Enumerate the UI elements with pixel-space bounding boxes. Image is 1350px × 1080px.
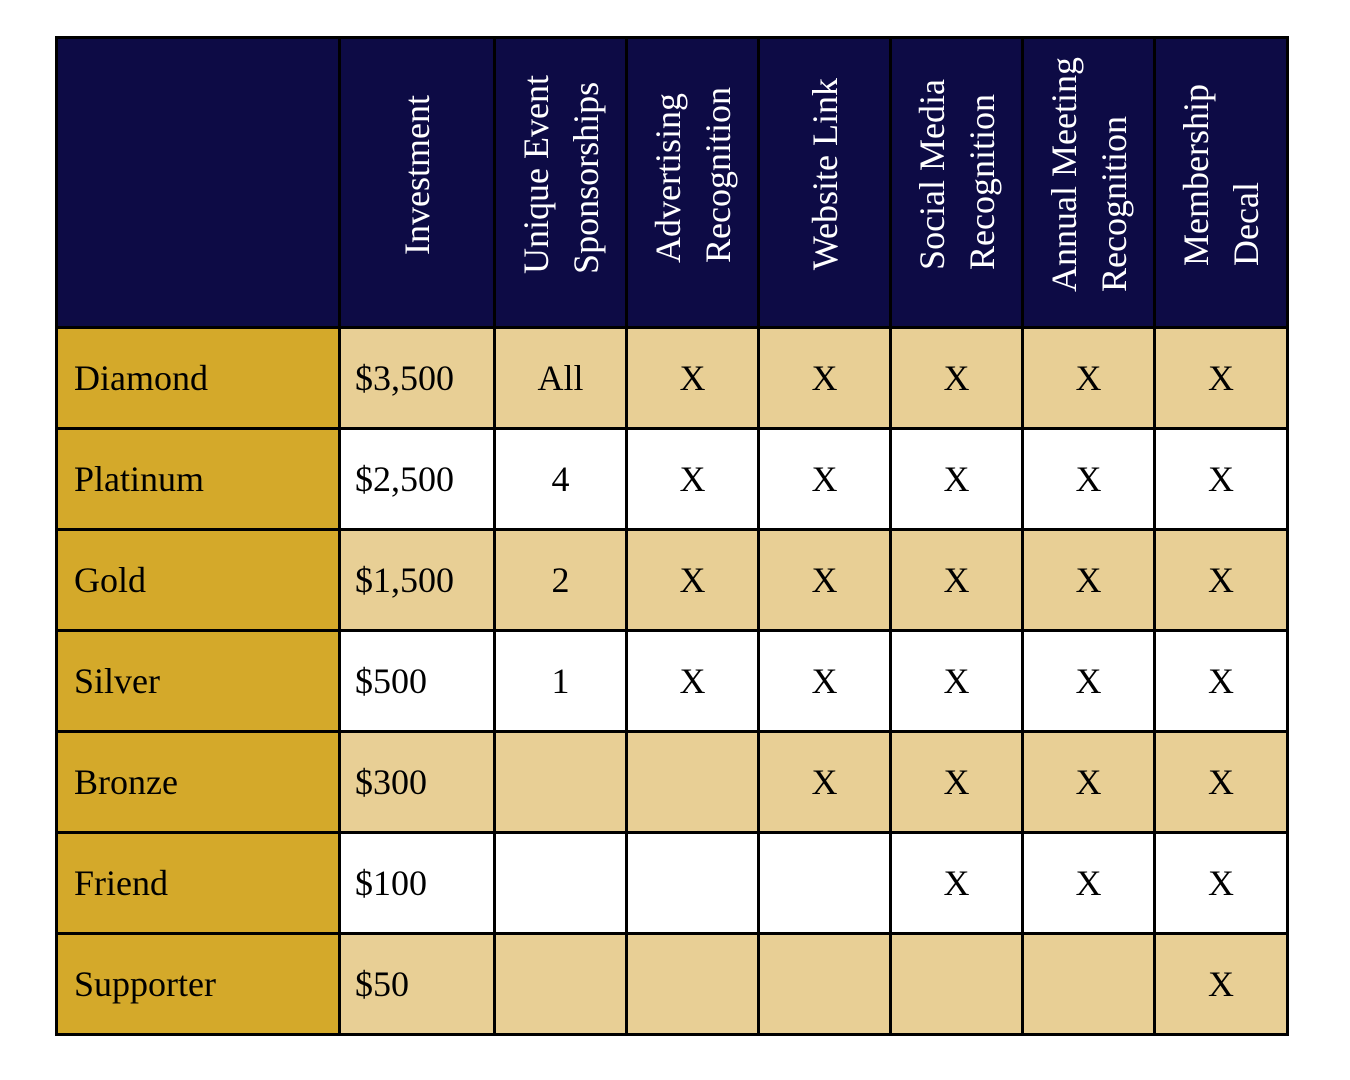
investment-cell: $3,500 <box>340 328 495 429</box>
annual-meeting-cell: X <box>1023 833 1155 934</box>
unique-event-cell: 1 <box>495 631 627 732</box>
header-row <box>57 38 1288 328</box>
unique-event-cell <box>495 732 627 833</box>
social-media-cell: X <box>891 328 1023 429</box>
unique-event-cell: 4 <box>495 429 627 530</box>
table-row-gold <box>57 530 1288 631</box>
investment-cell: $50 <box>340 934 495 1035</box>
table-row-diamond <box>57 328 1288 429</box>
advertising-cell: X <box>627 530 759 631</box>
membership-decal-cell: X <box>1155 732 1288 833</box>
membership-decal-cell: X <box>1155 530 1288 631</box>
tier-name: Supporter <box>57 934 340 1035</box>
unique-event-cell: 2 <box>495 530 627 631</box>
investment-cell: $2,500 <box>340 429 495 530</box>
advertising-cell: X <box>627 631 759 732</box>
annual-meeting-cell: X <box>1023 328 1155 429</box>
sponsorship-levels-table <box>55 36 1289 1036</box>
investment-cell: $500 <box>340 631 495 732</box>
advertising-cell <box>627 833 759 934</box>
social-media-cell: X <box>891 833 1023 934</box>
advertising-cell <box>627 934 759 1035</box>
tier-name: Silver <box>57 631 340 732</box>
social-media-cell: X <box>891 732 1023 833</box>
header-website-link <box>759 38 891 328</box>
social-media-cell: X <box>891 530 1023 631</box>
social-media-cell: X <box>891 631 1023 732</box>
annual-meeting-cell <box>1023 934 1155 1035</box>
website-link-cell: X <box>759 631 891 732</box>
table-row-silver <box>57 631 1288 732</box>
header-label-website-link: Website Link <box>804 78 845 271</box>
annual-meeting-cell: X <box>1023 732 1155 833</box>
header-label-advertising-recognition: Advertising Recognition <box>647 86 738 263</box>
sponsorship-table-wrapper <box>55 36 1286 1036</box>
website-link-cell: X <box>759 732 891 833</box>
tier-name: Gold <box>57 530 340 631</box>
table-row-friend <box>57 833 1288 934</box>
unique-event-cell <box>495 833 627 934</box>
header-membership-decal <box>1155 38 1288 328</box>
investment-cell: $300 <box>340 732 495 833</box>
investment-cell: $1,500 <box>340 530 495 631</box>
social-media-cell <box>891 934 1023 1035</box>
annual-meeting-cell: X <box>1023 530 1155 631</box>
header-corner-cell <box>57 38 340 328</box>
header-investment <box>340 38 495 328</box>
social-media-cell: X <box>891 429 1023 530</box>
membership-decal-cell: X <box>1155 934 1288 1035</box>
membership-decal-cell: X <box>1155 328 1288 429</box>
header-annual-meeting-recognition <box>1023 38 1155 328</box>
website-link-cell <box>759 934 891 1035</box>
table-row-bronze <box>57 732 1288 833</box>
advertising-cell: X <box>627 328 759 429</box>
website-link-cell: X <box>759 530 891 631</box>
website-link-cell <box>759 833 891 934</box>
advertising-cell <box>627 732 759 833</box>
header-label-membership-decal: Membership Decal <box>1176 83 1266 266</box>
membership-decal-cell: X <box>1155 833 1288 934</box>
header-advertising-recognition <box>627 38 759 328</box>
tier-name: Platinum <box>57 429 340 530</box>
tier-name: Bronze <box>57 732 340 833</box>
annual-meeting-cell: X <box>1023 631 1155 732</box>
header-label-investment: Investment <box>397 94 437 255</box>
tier-name: Friend <box>57 833 340 934</box>
tier-name: Diamond <box>57 328 340 429</box>
table-row-platinum <box>57 429 1288 530</box>
advertising-cell: X <box>627 429 759 530</box>
membership-decal-cell: X <box>1155 429 1288 530</box>
website-link-cell: X <box>759 429 891 530</box>
header-social-media-recognition <box>891 38 1023 328</box>
investment-cell: $100 <box>340 833 495 934</box>
membership-decal-cell: X <box>1155 631 1288 732</box>
annual-meeting-cell: X <box>1023 429 1155 530</box>
unique-event-cell: All <box>495 328 627 429</box>
table-row-supporter <box>57 934 1288 1035</box>
header-label-unique-event-sponsorships: Unique Event Sponsorships <box>515 75 606 274</box>
header-unique-event-sponsorships <box>495 38 627 328</box>
unique-event-cell <box>495 934 627 1035</box>
header-label-annual-meeting-recognition: Annual Meeting Recognition <box>1043 57 1134 292</box>
website-link-cell: X <box>759 328 891 429</box>
header-label-social-media-recognition: Social Media Recognition <box>911 79 1002 270</box>
